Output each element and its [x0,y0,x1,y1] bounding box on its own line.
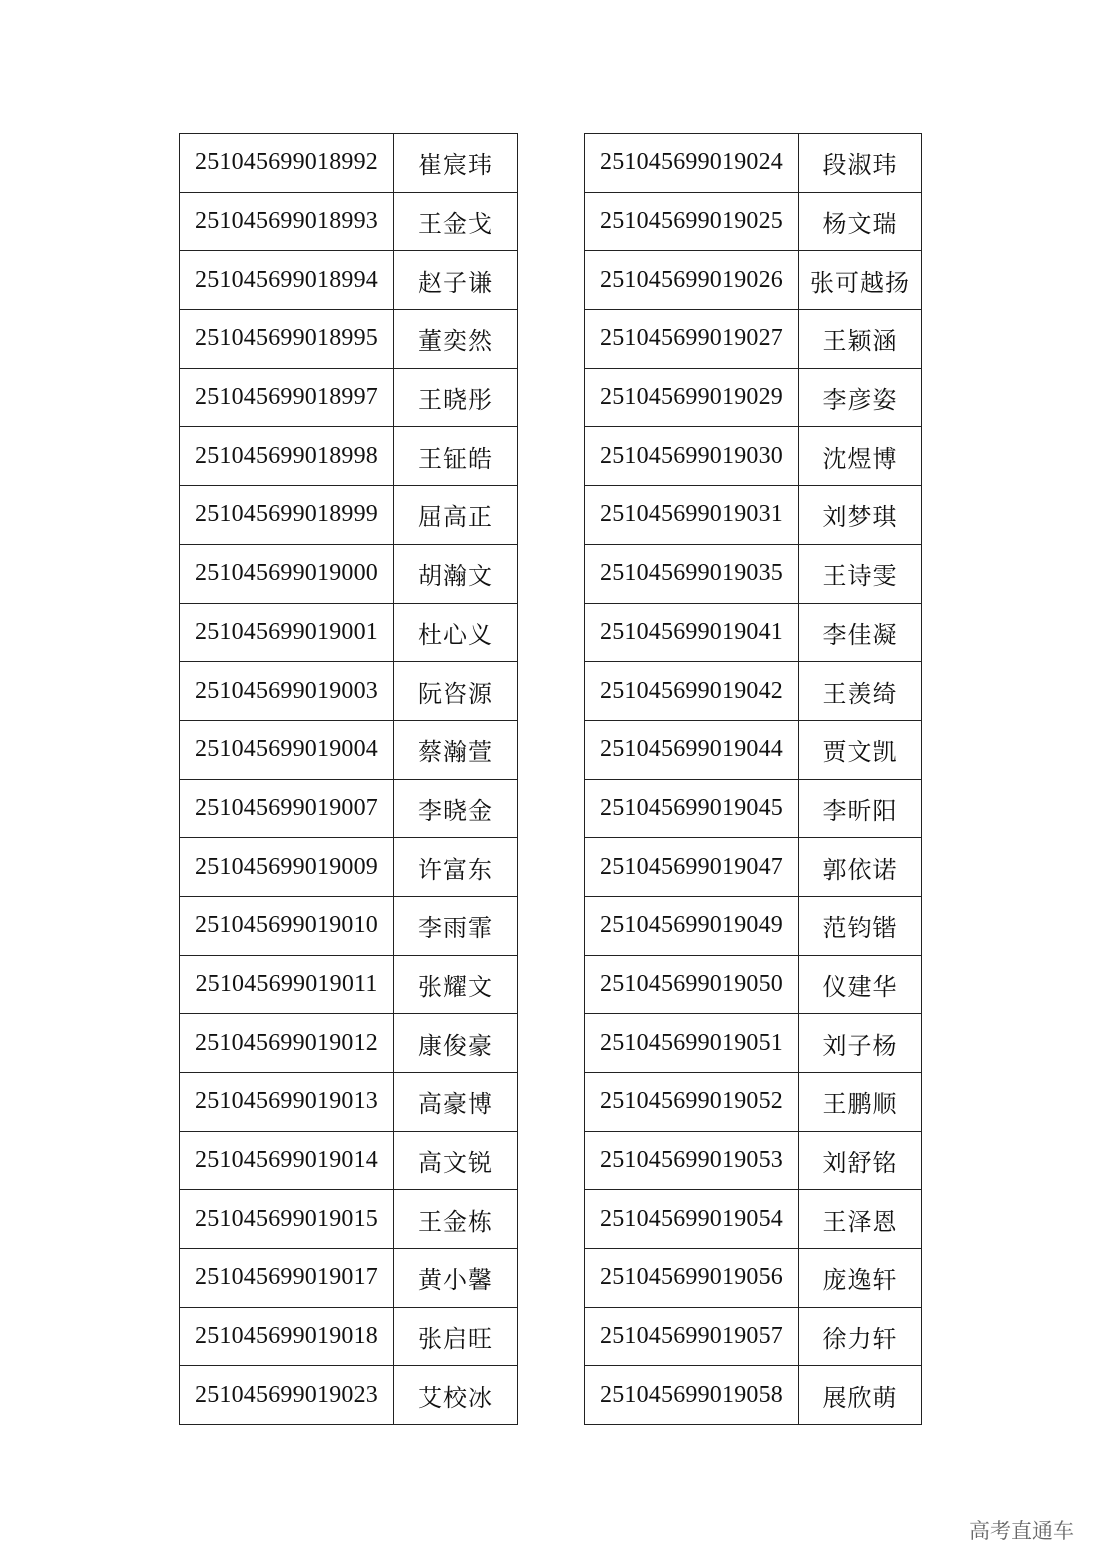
candidate-id-cell: 251045699019009 [180,838,394,897]
candidate-id-cell: 251045699019023 [180,1366,394,1425]
candidate-id-cell: 251045699019054 [585,1190,799,1249]
candidate-id-cell: 251045699019045 [585,779,799,838]
candidate-name-cell: 展欣萌 [799,1366,922,1425]
table-row [585,662,922,721]
candidate-name-cell: 王羡绮 [799,662,922,721]
watermark-text: 高考直通车 [969,1519,1074,1543]
candidate-name-cell: 王颖涵 [799,310,922,369]
candidate-name-cell: 杨文瑞 [799,192,922,251]
table-row [585,134,922,193]
candidate-name-cell: 刘子杨 [799,1014,922,1073]
candidate-id-cell: 251045699019052 [585,1073,799,1132]
candidate-id-cell: 251045699019031 [585,486,799,545]
candidate-id-cell: 251045699019025 [585,192,799,251]
candidate-name-cell: 艾校冰 [394,1366,518,1425]
candidate-id-cell: 251045699019015 [180,1190,394,1249]
candidate-name-cell: 郭依诺 [799,838,922,897]
table-row [180,720,518,779]
candidate-name-cell: 沈煜博 [799,427,922,486]
table-row [585,427,922,486]
candidate-id-cell: 251045699019000 [180,544,394,603]
table-row [585,192,922,251]
candidate-id-cell: 251045699019030 [585,427,799,486]
candidate-name-cell: 王诗雯 [799,544,922,603]
right-roster-body [585,134,922,1425]
table-row [180,1014,518,1073]
candidate-name-cell: 蔡瀚萱 [394,720,518,779]
candidate-name-cell: 王晓彤 [394,368,518,427]
candidate-name-cell: 刘舒铭 [799,1131,922,1190]
candidate-id-cell: 251045699019049 [585,896,799,955]
table-row [180,1131,518,1190]
table-row [585,1190,922,1249]
table-row [180,310,518,369]
candidate-id-cell: 251045699019047 [585,838,799,897]
table-row [585,1307,922,1366]
candidate-name-cell: 刘梦琪 [799,486,922,545]
candidate-id-cell: 251045699019003 [180,662,394,721]
candidate-name-cell: 王鹏顺 [799,1073,922,1132]
table-row [180,662,518,721]
candidate-id-cell: 251045699019014 [180,1131,394,1190]
candidate-id-cell: 251045699019044 [585,720,799,779]
table-row [180,368,518,427]
candidate-name-cell: 杜心义 [394,603,518,662]
table-row [180,1249,518,1308]
table-row [180,955,518,1014]
table-row [585,544,922,603]
candidate-name-cell: 李晓金 [394,779,518,838]
candidate-name-cell: 康俊豪 [394,1014,518,1073]
candidate-id-cell: 251045699019017 [180,1249,394,1308]
candidate-name-cell: 王泽恩 [799,1190,922,1249]
table-row [585,368,922,427]
candidate-name-cell: 庞逸轩 [799,1249,922,1308]
candidate-id-cell: 251045699019056 [585,1249,799,1308]
candidate-id-cell: 251045699019051 [585,1014,799,1073]
table-row [585,1073,922,1132]
candidate-id-cell: 251045699019001 [180,603,394,662]
candidate-id-cell: 251045699019057 [585,1307,799,1366]
table-row [585,779,922,838]
table-row [585,955,922,1014]
right-roster-table [584,133,922,1425]
candidate-id-cell: 251045699019018 [180,1307,394,1366]
candidate-name-cell: 张耀文 [394,955,518,1014]
table-row [585,486,922,545]
candidate-name-cell: 段淑玮 [799,134,922,193]
candidate-id-cell: 251045699019042 [585,662,799,721]
candidate-id-cell: 251045699019026 [585,251,799,310]
candidate-name-cell: 王钲皓 [394,427,518,486]
candidate-name-cell: 胡瀚文 [394,544,518,603]
table-row [180,603,518,662]
candidate-name-cell: 范钧锴 [799,896,922,955]
candidate-name-cell: 贾文凯 [799,720,922,779]
candidate-name-cell: 仪建华 [799,955,922,1014]
candidate-name-cell: 张可越扬 [799,251,922,310]
table-row [180,427,518,486]
candidate-id-cell: 251045699019013 [180,1073,394,1132]
left-roster-table [179,133,518,1425]
candidate-id-cell: 251045699019004 [180,720,394,779]
table-row [180,896,518,955]
left-roster-body [180,134,518,1425]
candidate-name-cell: 徐力轩 [799,1307,922,1366]
table-row [180,838,518,897]
candidate-id-cell: 251045699018994 [180,251,394,310]
candidate-name-cell: 李彦姿 [799,368,922,427]
table-row [180,1073,518,1132]
candidate-name-cell: 阮咨源 [394,662,518,721]
table-row [180,486,518,545]
candidate-id-cell: 251045699019053 [585,1131,799,1190]
table-row [180,779,518,838]
table-row [585,251,922,310]
table-row [180,1190,518,1249]
candidate-id-cell: 251045699018999 [180,486,394,545]
candidate-id-cell: 251045699019007 [180,779,394,838]
candidate-name-cell: 王金戈 [394,192,518,251]
table-row [585,603,922,662]
table-row [585,1366,922,1425]
candidate-name-cell: 黄小馨 [394,1249,518,1308]
candidate-name-cell: 赵子谦 [394,251,518,310]
candidate-id-cell: 251045699018993 [180,192,394,251]
candidate-name-cell: 李佳凝 [799,603,922,662]
candidate-name-cell: 张启旺 [394,1307,518,1366]
table-row [180,251,518,310]
candidate-name-cell: 屈高正 [394,486,518,545]
table-row [585,1131,922,1190]
candidate-id-cell: 251045699018998 [180,427,394,486]
candidate-id-cell: 251045699019010 [180,896,394,955]
candidate-id-cell: 251045699019050 [585,955,799,1014]
table-row [585,1249,922,1308]
table-row [180,1307,518,1366]
candidate-name-cell: 崔宸玮 [394,134,518,193]
candidate-id-cell: 251045699019029 [585,368,799,427]
candidate-id-cell: 251045699019027 [585,310,799,369]
candidate-id-cell: 251045699019058 [585,1366,799,1425]
table-row [180,544,518,603]
candidate-name-cell: 李昕阳 [799,779,922,838]
candidate-name-cell: 王金栋 [394,1190,518,1249]
candidate-name-cell: 董奕然 [394,310,518,369]
candidate-name-cell: 许富东 [394,838,518,897]
candidate-id-cell: 251045699018992 [180,134,394,193]
candidate-id-cell: 251045699019011 [180,955,394,1014]
candidate-name-cell: 高文锐 [394,1131,518,1190]
candidate-id-cell: 251045699018997 [180,368,394,427]
table-row [585,896,922,955]
table-row [180,1366,518,1425]
table-row [585,1014,922,1073]
table-row [585,838,922,897]
table-row [180,192,518,251]
table-row [585,310,922,369]
candidate-id-cell: 251045699019012 [180,1014,394,1073]
candidate-name-cell: 高豪博 [394,1073,518,1132]
candidate-id-cell: 251045699019024 [585,134,799,193]
candidate-id-cell: 251045699018995 [180,310,394,369]
table-row [180,134,518,193]
table-row [585,720,922,779]
candidate-id-cell: 251045699019035 [585,544,799,603]
candidate-id-cell: 251045699019041 [585,603,799,662]
candidate-name-cell: 李雨霏 [394,896,518,955]
